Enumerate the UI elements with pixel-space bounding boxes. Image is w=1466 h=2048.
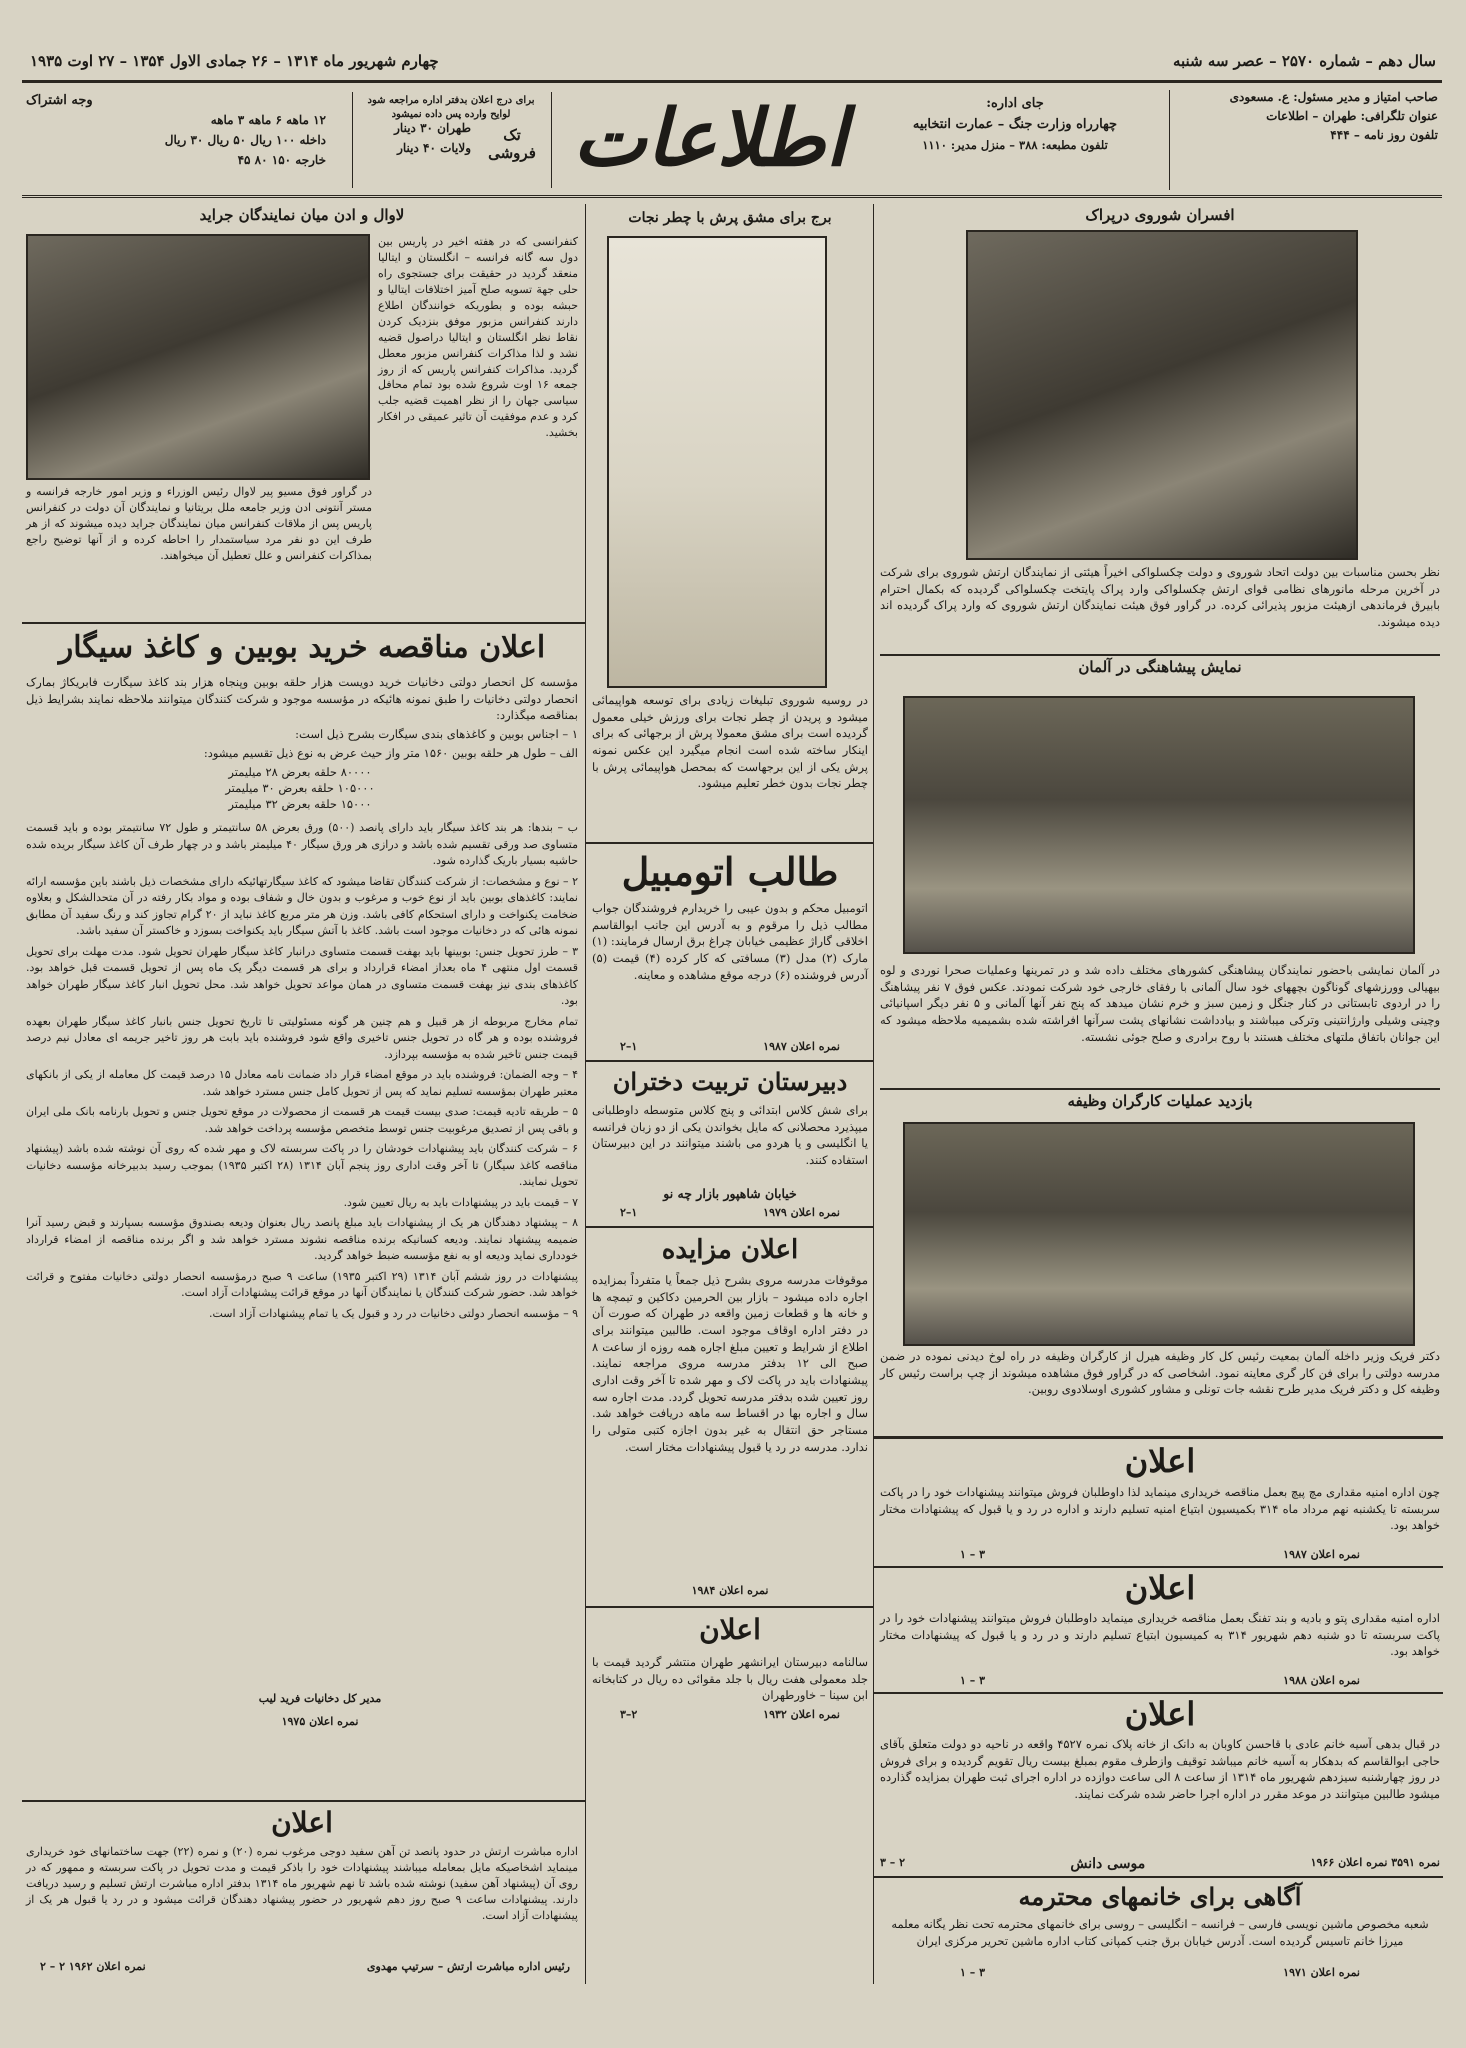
tender-paragraph: پیشنهادات در روز ششم آبان ۱۳۱۴ (۲۹ اکتبر ۱۹۳۵) ساعت ۹ صبح درمؤسسه انحصار دولتی دخانیات مفتوح و قرائت خواهد شد. حضور شرکت کنندگان یا نمایندگان آنها در موقع قرائت پیشنهادات آزاد است. [26, 1269, 579, 1299]
tender-paragraph: ۸ – پیشنهاد دهندگان هر یک از پیشنهادات باید مبلغ پانصد ریال بعنوان ودیعه بصندوق مؤسسه بسپارند و قبض رسید آنرا ضمیمه پیشنهاد نمایند. ودیعه کسانیکه برنده مناقصه نشوند مسترد خواهد شد و اگر برنده مناقصه از امضاء قرارداد خودداری نماید ودیعه او به نفع مؤسسه ضبط خواهد گردید. [26, 1216, 578, 1262]
masthead [22, 84, 1442, 198]
small-notice-run: ۲–۳ [620, 1708, 638, 1721]
dateline-right: سال دهم – شماره ۲۵۷۰ – عصر سه شنبه [1172, 52, 1436, 70]
ad-note [355, 94, 547, 122]
ladies-body: شعبه مخصوص ماشین نویسی فارسی – فرانسه – انگلیسی – روسی برای خانمهای محترمه تحت نظر یگانه معلمه میرزا خانم تاسیس گردیده است. آدرس خیابان برق جنب کمپانی کتاب اداره ماشین تحریر مرکزی ایران [891, 1917, 1429, 1948]
newspaper-logo: اطلاعات [572, 93, 848, 184]
notice-a-body: چون اداره امنیه مقداری مچ پیچ بعمل مناقصه خریداری مینماید لذا داوطلبان فروش میتوانند پیشنهادات خود را در پاکت سربسته تا یکشنبه نهم مرداد ماه ۳۱۴ بکمیسیون ابتیاع امنیه تسلیم دارند و اداره در رد و یا قبول که پیشنهادات مختار خواهد بود. [880, 1485, 1440, 1533]
car-rule [585, 1060, 873, 1062]
tender-size-row: ۸۰۰۰۰ حلقه بعرض ۲۸ میلیمتر [228, 765, 372, 779]
small-notice-body: سالنامه دبیرستان ایرانشهر طهران منتشر گردید قیمت با جلد معمولی هفت ریال با جلد مقوائی ده ریال در کتابخانه ابن سینا – خاورطهران [592, 1655, 868, 1703]
school-address: خیابان شاهپور بازار چه نو [663, 1186, 797, 1201]
column-rule-left [585, 204, 586, 1984]
school-run: ۱–۲ [620, 1206, 638, 1219]
ladies-number: نمره اعلان ۱۹۷۱ [1283, 1966, 1360, 1979]
office-address: چهارراه وزارت جنگ – عمارت انتخابیه [912, 116, 1118, 132]
dateline-left: چهارم شهریور ماه ۱۳۱۴ – ۲۶ جمادی الاول ۱۳۵۴ – ۲۷ اوت ۱۹۳۵ [30, 52, 439, 70]
sky-title: نمایش پیشاهنگی در آلمان [1078, 658, 1242, 676]
single-sale-box [352, 92, 552, 188]
school-rule [585, 1226, 873, 1228]
auction-footer [620, 1584, 840, 1602]
tender-paragraph: تمام مخارج مربوطه از هر قبیل و هم چنین هر گونه مسئولیتی تا تاریخ تحویل جنس بانبار کاغذ سیگار طهران بعهده فروشنده بوده و هر گاه در تحویل جنس تاخیری واقع شود فروشنده باید بابت هر روز تاخیر جریمه ای معادل نیم درصد قیمت جنس تاخیر شده به مؤسسه بپردازد. [26, 1014, 578, 1061]
notice-b-body: اداره امنیه مقداری پتو و بادیه و بند تفنگ بعمل مناقصه خریداری مینماید داوطلبان فروش میتوانند پیشنهادات خود را در پاکت سربسته تا دو شنبه دهم شهریور ۳۱۴ به کمیسیون ابتیاع تسلیم دارند و در رد و یا قبول که پیشنهادات مختار خواهد بود. [880, 1611, 1440, 1659]
car-number: نمره اعلان ۱۹۸۷ [763, 1040, 840, 1053]
tender-paragraph: ۳ – طرز تحویل جنس: بوبینها باید بهفت قسمت متساوی درانبار کاغذ سیگار طهران تحویل شود. مدت مهلت برای تحویل قسمت اول منتهی ۴ ماه بعداز امضاء قرارداد و برای هر قسمت دیگر یک ماه پس از تحویل قسمت قبل خواهد بود. کاغذهای بندی نیز بهفت قسمت متساوی در همان مواعد تحویل خواهد شد. محل تحویل انبار کاغذ سیگار طهران خواهد بود. [26, 944, 578, 1007]
tender-size-row: ۱۰۵۰۰۰ حلقه بعرض ۳۰ میلیمتر [225, 781, 375, 796]
scouts-photo [903, 696, 1415, 954]
tender-size-row: ۱۵۰۰۰ حلقه بعرض ۳۲ میلیمتر [228, 797, 372, 812]
notice-b-run: ۳ – ۱ [960, 1674, 986, 1687]
subscription-row: داخله ۱۰۰ ریال ۵۰ ریال ۳۰ ریال [164, 133, 326, 148]
column-rule-right [873, 204, 874, 1984]
tender-paragraph: ۶ – شرکت کنندگان باید پیشنهادات خودشان را در پاکت سربسته لاک و مهر شده که روی آن نوشته شده باشد (پیشنهاد مناقصه کاغذ سیگار) تا آخر وقت اداری روز پنجم آبان ۱۳۱۴ (۲۸ اکتبر ۱۹۳۵) بموجب رسید بدبیرخانه مؤسسه دخانیات تحویل نمایند. [26, 1142, 579, 1188]
tower-title: برج برای مشق پرش با چطر نجات [628, 210, 832, 226]
notice-b-footer [960, 1674, 1360, 1692]
dateline-rule [22, 80, 1442, 83]
price-provinces: ولایات ۴۰ دینار [397, 141, 471, 156]
iron-notice-signer: رئیس اداره مباشرت ارتش – سرتیپ مهدوی [366, 1960, 570, 1973]
school-title: دبیرستان تربیت دختران [612, 1067, 848, 1096]
telegraph-line: عنوان تلگرافی: طهران – اطلاعات [1266, 109, 1438, 124]
conference-rule [22, 622, 585, 624]
notice-a-footer [960, 1548, 1360, 1566]
car-footer [620, 1040, 840, 1058]
notice-c-signature: موسی دانش [1070, 1856, 1146, 1872]
tender-sizes-table [150, 764, 450, 816]
price-tehran: طهران ۳۰ دینار [394, 121, 471, 135]
notice-c-footer [880, 1856, 1440, 1876]
tender-paragraph: ۹ – مؤسسه انحصار دولتی دخانیات در رد و قبول یک یا تمام پیشنهادات آزاد است. [208, 1306, 578, 1320]
tender-title: اعلان مناقصه خرید بوبین و کاغذ سیگار [58, 630, 546, 665]
ad-note-line-2: لوایح وارده پس داده نمیشود [391, 108, 511, 120]
phone-line: تلفون روز نامه – ۴۴۴ [1330, 128, 1438, 143]
laval-eden-photo [26, 234, 370, 480]
ladies-title: آگاهی برای خانمهای محترمه [1018, 1882, 1302, 1911]
tender-number: نمره اعلان ۱۹۷۵ [281, 1715, 359, 1728]
tender-paragraph: ۲ – نوع و مشخصات: از شرکت کنندگان تقاضا میشود که کاغذ سیگارتهائیکه دارای مشخصات ذیل باشند باین مؤسسه ارائه نمایند: کاغذهای بوبین باید از نوع خوب و مرغوب و بدون خال و شفاف بوده و مواد بکار رفته در آن متحدالشکل و بعلاوه ضخامت یکنواخت و دارای استحکام کافی باشد. وزن هر متر مربع کاغذ نباید از ۲۰ گرام تجاوز کند و رنگ سفید آن مطابق نمونه هائی که در دخانیات موجود است باشد. کاغذ با آتش سیگار باید یکنواخت بسوزد و خاکستر آن سفید باشد. [26, 874, 579, 937]
notice-c-rule [873, 1876, 1443, 1878]
tender-paragraph: ۵ – طریقه تادیه قیمت: صدی بیست قیمت هر قسمت از محصولات در موقع تحویل جنس و تحویل بارنامه بانک ملی ایران و باقی پس از تصدیق مرغوبیت جنس توسط متخصص مؤسسه پرداخت خواهد شد. [26, 1105, 579, 1135]
subscription-block [26, 90, 326, 190]
labor-title: بازدید عملیات کارگران وظیفه [1067, 1092, 1253, 1110]
publisher-block [1176, 88, 1438, 192]
ladies-footer [960, 1966, 1360, 1984]
soviet-rule [880, 654, 1440, 656]
school-footer [620, 1206, 840, 1224]
tender-body [26, 820, 578, 1690]
sky-caption: در آلمان نمایشی باحضور نمایندگان پیشاهنگی کشورهای مختلف داده شد و در تمرینها وعملیات صحرا نوردی و لوه بیهیالی وورزشهای گوناگون بچههای خود سال آلمانی با رفقای خارجی خود شرکت نمودند. عکس فوق ۷ نفر پیشاهنگ را در اردوی تابستانی در کنار جنگل و زمین سبز و خرم نشان میدهد که پنج نفر آنها آلمانی و ۵ نفر دیگر اسپانیائی وچینی وشیلی وارژانتینی وترکی میباشند و بیادداشت نشانهای پشت سرآنها افراشته شده بشمیمیه ملاحظه میشود که این جوانان باتفاق ملتهای مختلف هستند با روح برادری و صلح جوئی نشسته. [880, 963, 1440, 1044]
ad-note-line-1: برای درج اعلان بدفتر اداره مراجعه شود [367, 95, 535, 106]
car-body: اتومبیل محکم و بدون عیبی را خریدارم فروشندگان جواب مطالب ذیل را مرقوم و به آدرس این جانب ابوالقاسم اخلاقی گاراژ عظیمی خیابان چراغ برق ارسال فرمایند: (۱) مارک (۲) مدل (۳) مسافتی که کار کرده (۴) قیمت (۵) آدرس فروشنده (۶) درجه موقع مشاهده و معاینه. [592, 901, 868, 982]
notice-a-title: اعلان [1124, 1442, 1196, 1480]
notice-c-body: در قبال بدهی آسیه خانم عادی با قاحسن کاوبان به دانک از خانه پلاک نمره ۴۵۲۷ واقعه در ناحیه دو دولت متعلق بآقای حاجی ابوالقاسم که بدهکار به آسیه خانم میباشد توقیف وازطرف مقوم بمبلغ بیست ریال تقویم گردیده و برای فروش در روز چهارشنبه سیزدهم شهریور ماه ۱۳۱۴ از ساعت ۸ الی ساعت دوازده در اداره اجرای ثبت طهران بمزایده گذارده میشود طالبین میتوانند در موعد مقرر در اداره اجرا حاضر شده شرکت نمایند. [880, 1737, 1441, 1802]
tender-signature: مدیر کل دخانیات فرید لیب [258, 1692, 382, 1705]
labor-rule [873, 1436, 1443, 1439]
soviet-officers-photo [966, 230, 1358, 560]
conference-caption: در گراور فوق مسیو پیر لاوال رئیس الوزراء و وزیر امور خارجه فرانسه و مستر آنتونی ادن وزیر جامعه ملل بریتانیا و نمایندگان آن دولت در کنفرانس پاریس پس از ملاقات کنفرانس میان نمایندگان جراید دیده میشوند که از هر طرف این دو نفر مرد سیاستمدار را احاطه کرده و از آنها توضیح راجع بمذاکرات کنفرانس و علل تعطیل آن میخواهند. [26, 485, 372, 562]
tender-footer [120, 1692, 520, 1728]
ladies-run: ۳ – ۱ [960, 1966, 986, 1979]
auction-title: اعلان مزایده [661, 1235, 799, 1265]
tender-paragraph: ۷ – قیمت باید در پیشنهادات باید به ریال تعیین شود. [343, 1195, 578, 1209]
sky-rule [880, 1088, 1440, 1090]
subscription-title: وجه اشتراک [26, 93, 93, 108]
tower-rule [585, 842, 873, 844]
labor-caption: دکتر فریک وزیر داخله آلمان بمعیت رئیس کل کار وظیفه هیرل از کارگران وظیفه در راه لوخ دیدنی نموده در ضمن مدرسه دولتی را برای فن کار گری معاینه نمود. اشخاصی که در گراور فوق مشاهده میشوند از چپ براست رئیس کار وظیفه کل و دکتر فریک مدیر طرح نقشه جات تونلی و مشاور کشوری اوسلادوی روبین. [880, 1349, 1440, 1397]
notice-c-run: ۲ – ۳ [880, 1856, 906, 1869]
car-title: طالب اتومبیل [621, 849, 839, 894]
single-sale-prices [361, 118, 471, 168]
conference-body: کنفرانسی که در هفته اخیر در پاریس بین دول سه گانه فرانسه – انگلستان و ایتالیا منعقد گردید در حقیقت برای جستجوی راه حلی جهة تسویه صلح آمیز اختلافات ایتالیا و حبشه بوده و بطوریکه خوانندگان اطلاع دارند کنفرانس مزبور موفق بنزدیک کردن نقاط نظر انگلستان و ایتالیا دراصول قضیه نشد و لذا مذاکرات کنفرانس مزبور معطل گردید. مذاکرات کنفرانس پاریس که از روز جمعه ۱۶ اوت شروع شده بود تمام محافل سیاسی جهان را از نظر اهمیت قضیه جلب کرد و عدم موفقیت آن تاثیر عمیقی در افکار بخشید. [378, 235, 578, 440]
car-run: ۱–۲ [620, 1040, 638, 1053]
notice-c-number: نمره ۳۵۹۱ نمره اعلان ۱۹۶۶ [1310, 1856, 1440, 1869]
subscription-row: خارجه ۱۵۰ ۸۰ ۴۵ [237, 153, 326, 168]
tender-sizes-title: ۱ – اجناس بوبین و کاغذهای بندی سیگارت بشرح ذیل است: [295, 727, 578, 741]
iron-notice-title: اعلان [271, 1806, 333, 1839]
notice-a-run: ۳ – ۱ [960, 1548, 986, 1561]
tender-sizes-sub: الف – طول هر حلقه بوبین ۱۵۶۰ متر واز حیث عرض به نوع ذیل تقسیم میشود: [203, 746, 578, 760]
conference-title: لاوال و ادن میان نمایندگان جراید [199, 206, 405, 224]
iron-notice-body: اداره مباشرت ارتش در حدود پانصد تن آهن سفید دوجی مرغوب نمره (۲۰) و نمره (۲۲) جهت ساختمانهای خود خریداری مینماید اشخاصیکه مایل بمعامله میباشند پیشنهادات خود را باذکر قیمت و مدت تحویل در پاکت سربسته و ممهور که در روی آن (پیشنهاد آهن سفید) نوشته شده باشد تا نهم شهریور ماه ۱۳۱۴ بدفتر اداره مباشرت ارتش تسلیم و رسید دریافت دارند. پیشنهادات ساعت ۹ صبح روز دهم شهریور در حضور پیشنهاد دهندگان قرائت میشود و در رد یا قبول هر یک از پیشنهادات آزاد است. [26, 1845, 578, 1922]
small-notice-title: اعلان [699, 1613, 761, 1646]
tender-paragraph: ب – بندها: هر بند کاغذ سیگار باید دارای پانصد (۵۰۰) ورق بعرض ۵۸ سانتیمتر و طول ۷۲ سانتیمتر بوده و باید قسمت متساوی صد ورقی تقسیم شده باشد و درازی هر ورق سیگار ۴۰ میلیمتر باشد و در چهار طرف آن کاغذ سیگار بریده شده حاشیه بسیار باریک گذارده شود. [26, 821, 579, 867]
tender-paragraph: ۴ – وجه الضمان: فروشنده باید در موقع امضاء قرار داد ضمانت نامه معادل ۱۵ درصد قیمت کل معامله از یکی از بانکهای معتبر طهران بمؤسسه تسلیم نماید که پس از تحویل کامل جنس مسترد خواهد شد. [26, 1068, 578, 1098]
small-notice-number: نمره اعلان ۱۹۳۲ [763, 1708, 840, 1721]
publisher-line: صاحب امتیاز و مدیر مسئول: ع. مسعودی [1229, 90, 1438, 104]
notice-a-number: نمره اعلان ۱۹۸۷ [1283, 1548, 1360, 1561]
iron-notice-number: نمره اعلان ۱۹۶۲ ۲ – ۲ [40, 1960, 146, 1973]
notice-c-title: اعلان [1124, 1695, 1196, 1733]
small-notice-footer [620, 1708, 840, 1726]
notice-b-title: اعلان [1124, 1569, 1196, 1607]
office-block [870, 94, 1160, 192]
office-label: جای اداره: [986, 96, 1044, 111]
tender-intro: مؤسسه کل انحصار دولتی دخانیات خرید دویست هزار حلقه بوبین وپنجاه هزار بند کاغذ سیگارت فابریکاژ بمارک انحصار دولتی دخانیات را طبق نمونه هائیکه در مؤسسه موجود و شرکت کنندگان میتوانند ملاحظه نمایند بشرایط ذیل بمناقصه میگذارد: [26, 675, 578, 723]
school-body: برای شش کلاس ابتدائی و پنج کلاس متوسطه داوطلبانی میپذیرد محصلانی که مایل بخواندن یکی از دو زبان فرانسه یا انگلیسی و یا هردو می باشند میتوانند در این دبیرستان استفاده کنند. [592, 1103, 868, 1168]
school-number: نمره اعلان ۱۹۷۹ [763, 1206, 840, 1219]
labor-service-photo [903, 1122, 1415, 1346]
auction-number: نمره اعلان ۱۹۸۴ [691, 1584, 769, 1597]
single-sale-label: تک فروشی [488, 126, 536, 162]
masthead-divider [1169, 90, 1170, 190]
auction-body: موقوفات مدرسه مروی بشرح ذیل جمعاً یا متفرداً بمزایده اجاره داده میشود – بازار بین الحرمین دکاکین و تیمچه ها و خانه ها و قطعات زمین واقعه در طهران که صورت آن در دفتر اداره اوقاف موجود است. طالبین میتوانند برای اطلاع از شرایط و تعیین مبلغ اجاره همه روزه از ساعت ۸ صبح الی ۱۲ بدفتر مدرسه مروی مراجعه نمایند. پیشنهادات باید در پاکت لاک و مهر شده تا آخر وقت اداری روز تعیین شده بدفتر مدرسه تحویل گردد. مدت اجاره سه سال و اجاره بها در اقساط سه ماهه دریافت خواهد شد. مستاجر حق انتقال به غیر بدون اجازه کتبی متولی را ندارد. مدرسه در رد یا قبول پیشنهادات مختار است. [592, 1273, 868, 1454]
tender-rule [22, 1800, 585, 1802]
subscription-row: ۱۲ ماهه ۶ ماهه ۳ ماهه [210, 113, 326, 128]
auction-rule [585, 1606, 873, 1608]
iron-notice-footer [40, 1960, 570, 1980]
soviet-caption: نظر بحسن مناسبات بین دولت اتحاد شوروی و دولت چکسلواکی اخیراً هیئتی از نمایندگان ارتش شوروی برای شرکت در آخرین مرحله مانورهای نظامی قوای ارتش چکسلواکی وارد پراک پایتخت چکسلواکی گردیده که بکمال احترام بابیرق فرماندهی ازهیئت مزبور پذیرائی کرده. در گراور فوق هیئت نمایندگان ارتش شوروی که وارد پراک گردیده اند دیده میشوند. [880, 565, 1440, 630]
tower-caption: در روسیه شوروی تبلیغات زیادی برای توسعه هواپیمائی میشود و پریدن از چطر نجات برای ورزش خیلی معمول گردیده است برای مشق معمولا پرش از برجهائی که برای اینکار ساخته شده است انجام میگیرد این عکس نمونه پرش یکی از این برجهاست که بمحصل هواپیمائی پرش با چطر نجات بدون خطر تعلیم میشود. [592, 693, 868, 791]
notice-b-number: نمره اعلان ۱۹۸۸ [1283, 1674, 1360, 1687]
parachute-tower-photo [607, 236, 827, 688]
office-phones: تلفون مطبعه: ۳۸۸ – منزل مدیر: ۱۱۱۰ [922, 137, 1108, 152]
soviet-title: افسران شوروی درپراک [1085, 206, 1235, 224]
